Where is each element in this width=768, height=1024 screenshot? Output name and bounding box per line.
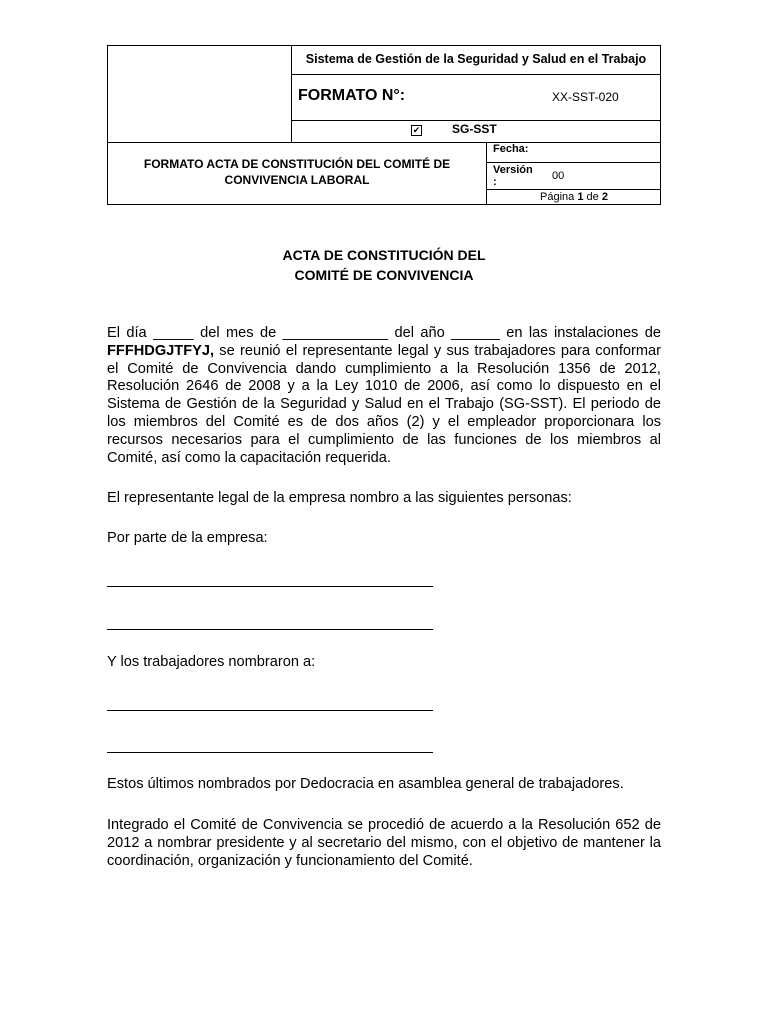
page-indicator [486,191,662,203]
formato-code: XX-SST-020 [552,90,619,104]
version-value: 00 [552,170,565,182]
sgsst-label: SG-SST [452,122,497,136]
company-side-label: Por parte de la empresa: [107,530,268,546]
version-label [493,164,533,188]
system-title: Sistema de Gestión de la Seguridad y Salud en el Trabajo [305,52,647,66]
intro-paragraph [107,325,661,467]
document-title [108,156,486,188]
sgsst-checkbox[interactable]: ✔ [412,125,421,135]
version-label-text: Versión [493,164,533,176]
company-appointees-intro: El representante legal de la empresa nombro a las siguientes personas: [107,490,572,506]
header-divider [486,189,661,190]
document-title-line: CONVIVENCIA LABORAL [224,173,370,187]
company-name: FFFHDGJTFYJ, [107,342,215,359]
fecha-label: Fecha: [493,143,529,155]
page-title [107,245,661,285]
header-divider [291,74,661,75]
page-total: 2 [601,191,608,203]
intro-rest: se reunió el representante legal y sus trabajadores para conformar el Comité de Convivencia dando cumplimiento a la Resolución 1356 de 2012, Resolución 2646 de 2008 y a la Ley 1010 de 2006, así como lo dispuesto en el Sistema de Gestión de la Seguridad y Salud en el Trabajo (SG-SST). El periodo de los miembros del Comité es de dos años (2) y el empleador proporcionara los recursos necesarios para el cumplimiento de las funciones de los miembros al Comité, así como la capacitación requerida. [107,342,661,466]
workers-appointees-label: Y los trabajadores nombraron a: [107,654,316,670]
intro-start: El día _____ del mes de _____________ del año ______ en las instalaciones de [107,325,661,341]
header-divider [108,142,661,143]
page-title-line: ACTA DE CONSTITUCIÓN DEL [282,247,486,263]
page-current: 1 [577,191,584,203]
signature-line [107,629,433,630]
document-title-line: FORMATO ACTA DE CONSTITUCIÓN DEL COMITÉ DE [143,157,451,171]
header-divider [486,162,661,163]
signature-line [107,752,433,753]
formato-label: FORMATO N°: [298,87,406,104]
header-divider [291,46,292,142]
header-divider [291,120,661,121]
page-mid: de [583,191,602,203]
document-header-table [107,45,661,205]
closing-paragraph: Integrado el Comité de Convivencia se procedió de acuerdo a la Resolución 652 de 2012 a nombrar presidente y al secretario del mismo, con el objetivo de mantener la coordinación, organización y funcionamiento del Comité. [107,817,661,869]
signature-line [107,710,433,711]
signature-line [107,586,433,587]
page-prefix: Página [540,191,578,203]
page-title-line: COMITÉ DE CONVIVENCIA [294,267,474,283]
election-note: Estos últimos nombrados por Dedocracia en asamblea general de trabajadores. [107,776,624,792]
version-label-colon: : [493,176,497,188]
